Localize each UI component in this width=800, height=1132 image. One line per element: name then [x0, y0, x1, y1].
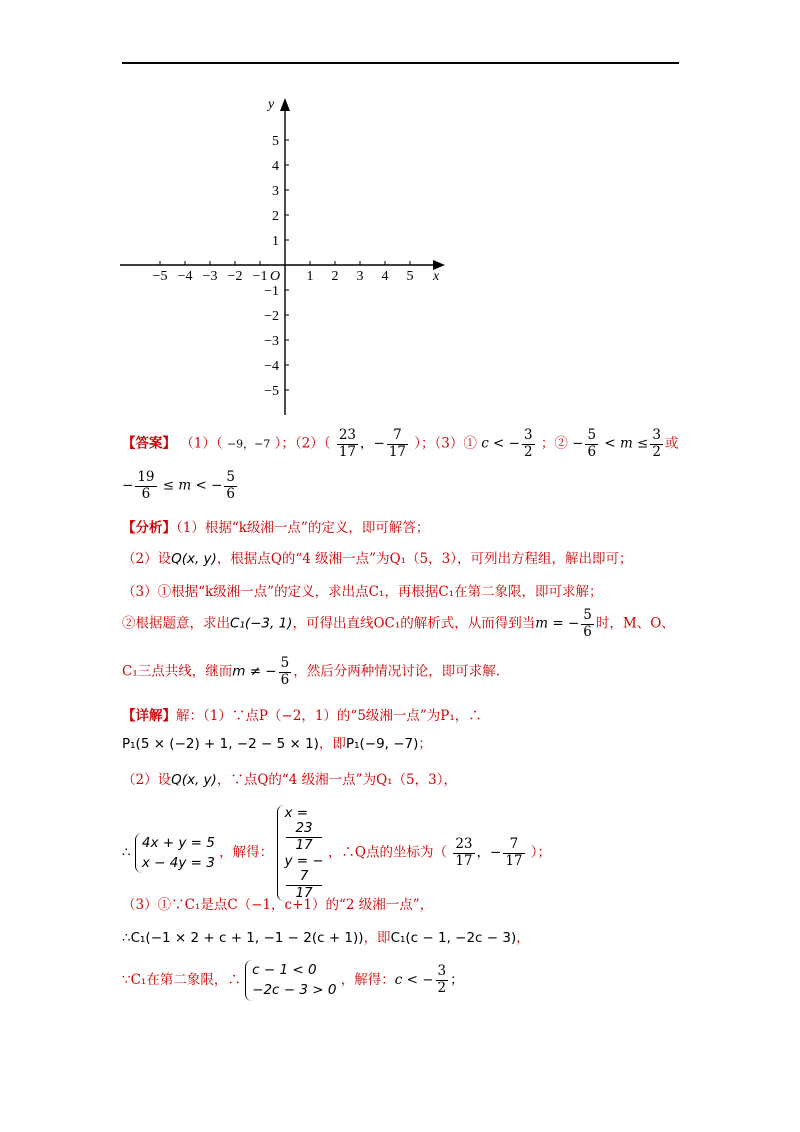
analysis-line-5: C₁三点共线，继而m ≠ − $\frac{5}{6}$ ，然后分两种情况讨论，即可求解. [122, 655, 500, 688]
y-tick-label: 3 [272, 184, 279, 199]
y-tick-label: 2 [272, 209, 279, 224]
coordinate-axes [115, 90, 455, 420]
x-tick-label: 1 [306, 269, 314, 284]
analysis-line-2: （2）设Q(x, y)，根据点Q的“4 级湘一点”为Q₁（5，3），可列出方程组，解出即可； [122, 551, 633, 567]
detail-line-5: （3）①∵C₁是点C（−1，c+1）的“2 级湘一点”， [122, 897, 434, 913]
y-tick-label: 5 [272, 134, 279, 149]
x-tick-label: 4 [381, 269, 389, 284]
x-tick-label: −3 [202, 269, 218, 284]
x-tick-label: 3 [356, 269, 364, 284]
analysis-label: 【分析】 [122, 520, 176, 536]
analysis-line-3: （3）①根据“k级湘一点”的定义，求出点C₁，再根据C₁在第二象限，即可求解； [122, 584, 603, 600]
x-tick-label: 2 [331, 269, 339, 284]
x-tick-label: 5 [406, 269, 414, 284]
y-tick-label: −5 [264, 384, 279, 399]
equation-system: 4x + y = 5 x − 4y = 3 [135, 833, 215, 874]
analysis-line-1: 【分析】（1）根据“k级湘一点”的定义，即可解答； [122, 520, 430, 536]
analysis-line-4: ②根据题意，求出C₁(−3, 1)，可得出直线OC₁的解析式，从而得到当m = − $\frac{5}{6}$ 时，M、O、 [122, 607, 675, 640]
detail-line-2: P₁(5 × (−2) + 1, −2 − 5 × 1)，即P₁(−9, −7)； [122, 736, 432, 752]
answer-line-2: − $\frac{19}{6}$ ≤ m < − $\frac{5}{6}$ [122, 469, 236, 502]
y-tick-label: −3 [264, 334, 279, 349]
origin-label: O [270, 269, 281, 284]
x-tick-label: −4 [177, 269, 193, 284]
detail-line-7: ∵C₁在第二象限，∴ c − 1 < 0 −2c − 3 > 0 ，解得：c < − $\frac{3}{2}$ ； [122, 960, 464, 1001]
detail-line-6: ∴C₁(−1 × 2 + c + 1, −1 − 2(c + 1))，即C₁(c − 1, −2c − 3)， [122, 930, 530, 946]
inequality-system: c − 1 < 0 −2c − 3 > 0 [245, 960, 336, 1001]
detail-line-4: ∴ 4x + y = 5 x − 4y = 3 ，解得： x = 23 17 y = − 7 17 ，∴Q点的坐标为（ $\frac{23}{17}$ ，− $\frac{7}{17}$ ）； [122, 805, 552, 901]
detail-line-3: （2）设Q(x, y)，∵点Q的“4 级湘一点”为Q₁（5，3）， [122, 772, 457, 788]
x-tick-label: −2 [227, 269, 243, 284]
answer-line-1: 【答案】 （1）（ −9，−7 ）；（2）（ $\frac{23}{17}$ ，− $\frac{7}{17}$ ）；（3）① c < − $\frac{3}{2}$ ；② − $\frac{5}{6}$ < m ≤ $\frac{3}{2}$ 或 [122, 427, 679, 460]
x-axis-label: x [433, 269, 440, 284]
x-tick-label: −1 [252, 269, 268, 284]
answer-label: 【答案】 [122, 435, 176, 452]
y-tick-label: −4 [264, 359, 279, 374]
y-tick-label: 1 [272, 234, 279, 249]
x-tick-label: −5 [152, 269, 168, 284]
solution-system: x = 23 17 y = − 7 17 [277, 805, 323, 901]
y-tick-label: 4 [272, 159, 279, 174]
y-axis-label: y [268, 97, 275, 112]
header-rule [122, 62, 679, 64]
y-tick-label: −1 [264, 284, 279, 299]
y-tick-label: −2 [264, 309, 279, 324]
detail-line-1: 【详解】解：（1）∵点P（−2，1）的“5级湘一点”为P₁，∴ [122, 708, 482, 724]
detail-label: 【详解】 [122, 708, 176, 724]
y-axis-arrow [280, 98, 290, 111]
